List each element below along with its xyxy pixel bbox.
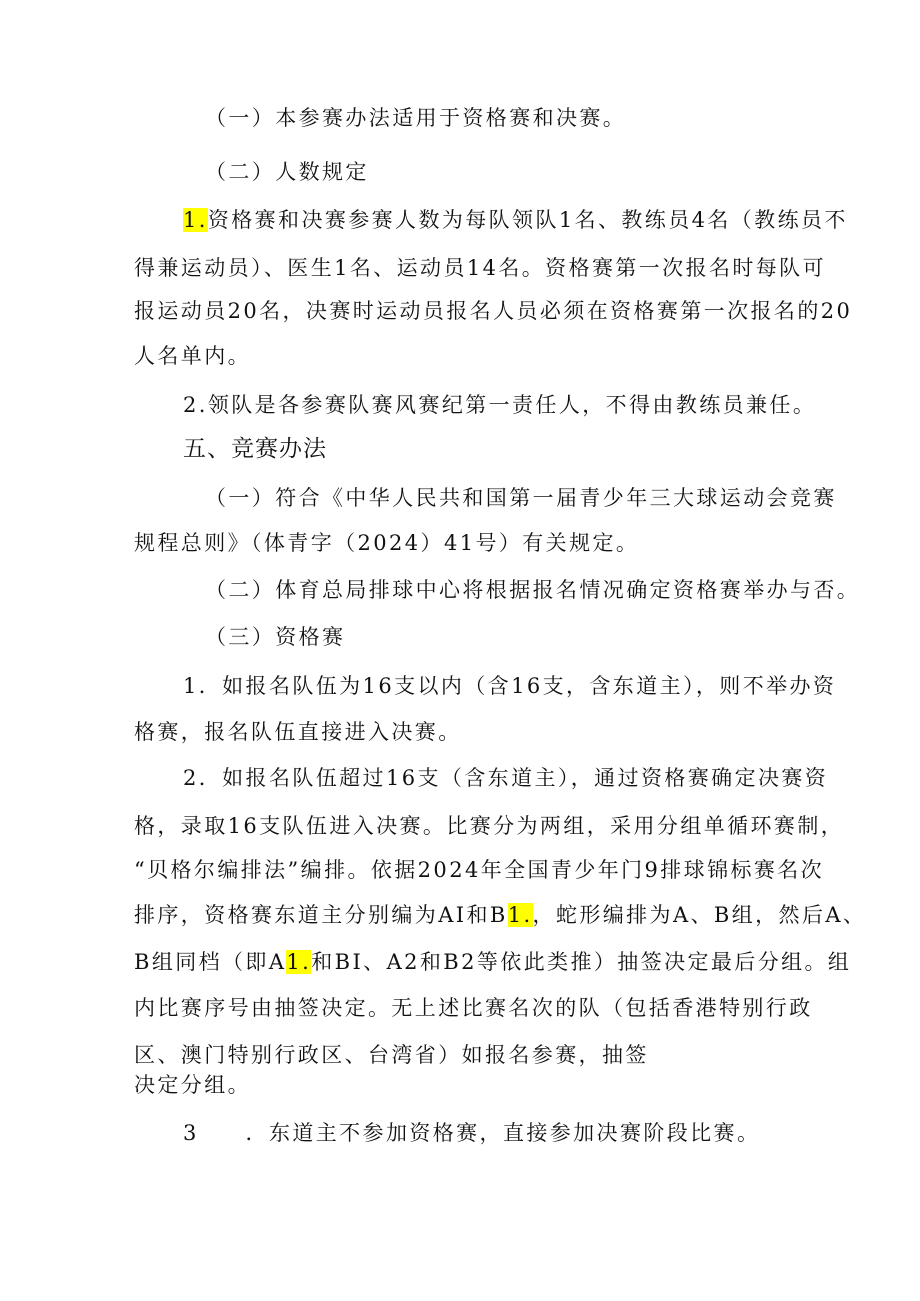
section-heading-competition-method: 五、竞赛办法 xyxy=(183,436,327,462)
highlight-mark: 1. xyxy=(183,208,208,232)
para-headcount-1-line1: 1.资格赛和决赛参赛人数为每队领队1名、教练员4名（教练员不 xyxy=(183,208,848,232)
para-headcount-1-line3: 报运动员20名，决赛时运动员报名人员必须在资格赛第一次报名的20 xyxy=(134,299,853,323)
para-headcount-1-line2: 得兼运动员）、医生1名、运动员14名。资格赛第一次报名时每队可 xyxy=(134,256,826,280)
para-scope: （一）本参赛办法适用于资格赛和决赛。 xyxy=(205,106,627,130)
para-qualifier-1-line2: 格赛，报名队伍直接进入决赛。 xyxy=(134,720,462,744)
para-qualifier-decision: （二）体育总局排球中心将根据报名情况确定资格赛举办与否。 xyxy=(205,578,861,602)
para-qualifier-2-line7: 区、澳门特别行政区、台湾省）如报名参赛，抽签 xyxy=(134,1043,649,1067)
para-qualifier-2-line2: 格，录取16支队伍进入决赛。比赛分为两组，采用分组单循环赛制， xyxy=(134,814,845,838)
para-headcount-2: 2.领队是各参赛队赛风赛纪第一责任人，不得由教练员兼任。 xyxy=(183,393,817,417)
para-qualifier-2-line5: B组同档（即A1.和BI、A2和B2等依此类推）抽签决定最后分组。组 xyxy=(134,950,852,974)
section-qualifier: （三）资格赛 xyxy=(205,625,346,649)
para-rules-line2: 规程总则》（体青字（2024）41号）有关规定。 xyxy=(134,531,640,555)
para-qualifier-2-line6: 内比赛序号由抽签决定。无上述比赛名次的队（包括香港特别行政 xyxy=(134,996,813,1020)
para-qualifier-2-line8: 决定分组。 xyxy=(134,1073,251,1097)
para-headcount-1-line4: 人名单内。 xyxy=(134,344,251,368)
highlight-mark: 1. xyxy=(286,950,312,974)
section-headcount: （二）人数规定 xyxy=(205,160,369,184)
para-rules-line1: （一）符合《中华人民共和国第一届青少年三大球运动会竞赛 xyxy=(205,486,837,510)
highlight-mark: 1. xyxy=(507,903,533,927)
para-qualifier-1-line1: 1．如报名队伍为16支以内（含16支，含东道主），则不举办资 xyxy=(183,674,837,698)
para-qualifier-2-line1: 2．如报名队伍超过16支（含东道主），通过资格赛确定决赛资 xyxy=(183,766,829,790)
para-qualifier-2-line3: “贝格尔编排法”编排。依据2024年全国青少年门9排球锦标赛名次 xyxy=(134,858,825,882)
para-qualifier-3: 3 ．东道主不参加资格赛，直接参加决赛阶段比赛。 xyxy=(183,1121,761,1145)
para-qualifier-2-line4: 排序，资格赛东道主分别编为AI和B1.，蛇形编排为A、B组，然后A、 xyxy=(134,903,867,927)
